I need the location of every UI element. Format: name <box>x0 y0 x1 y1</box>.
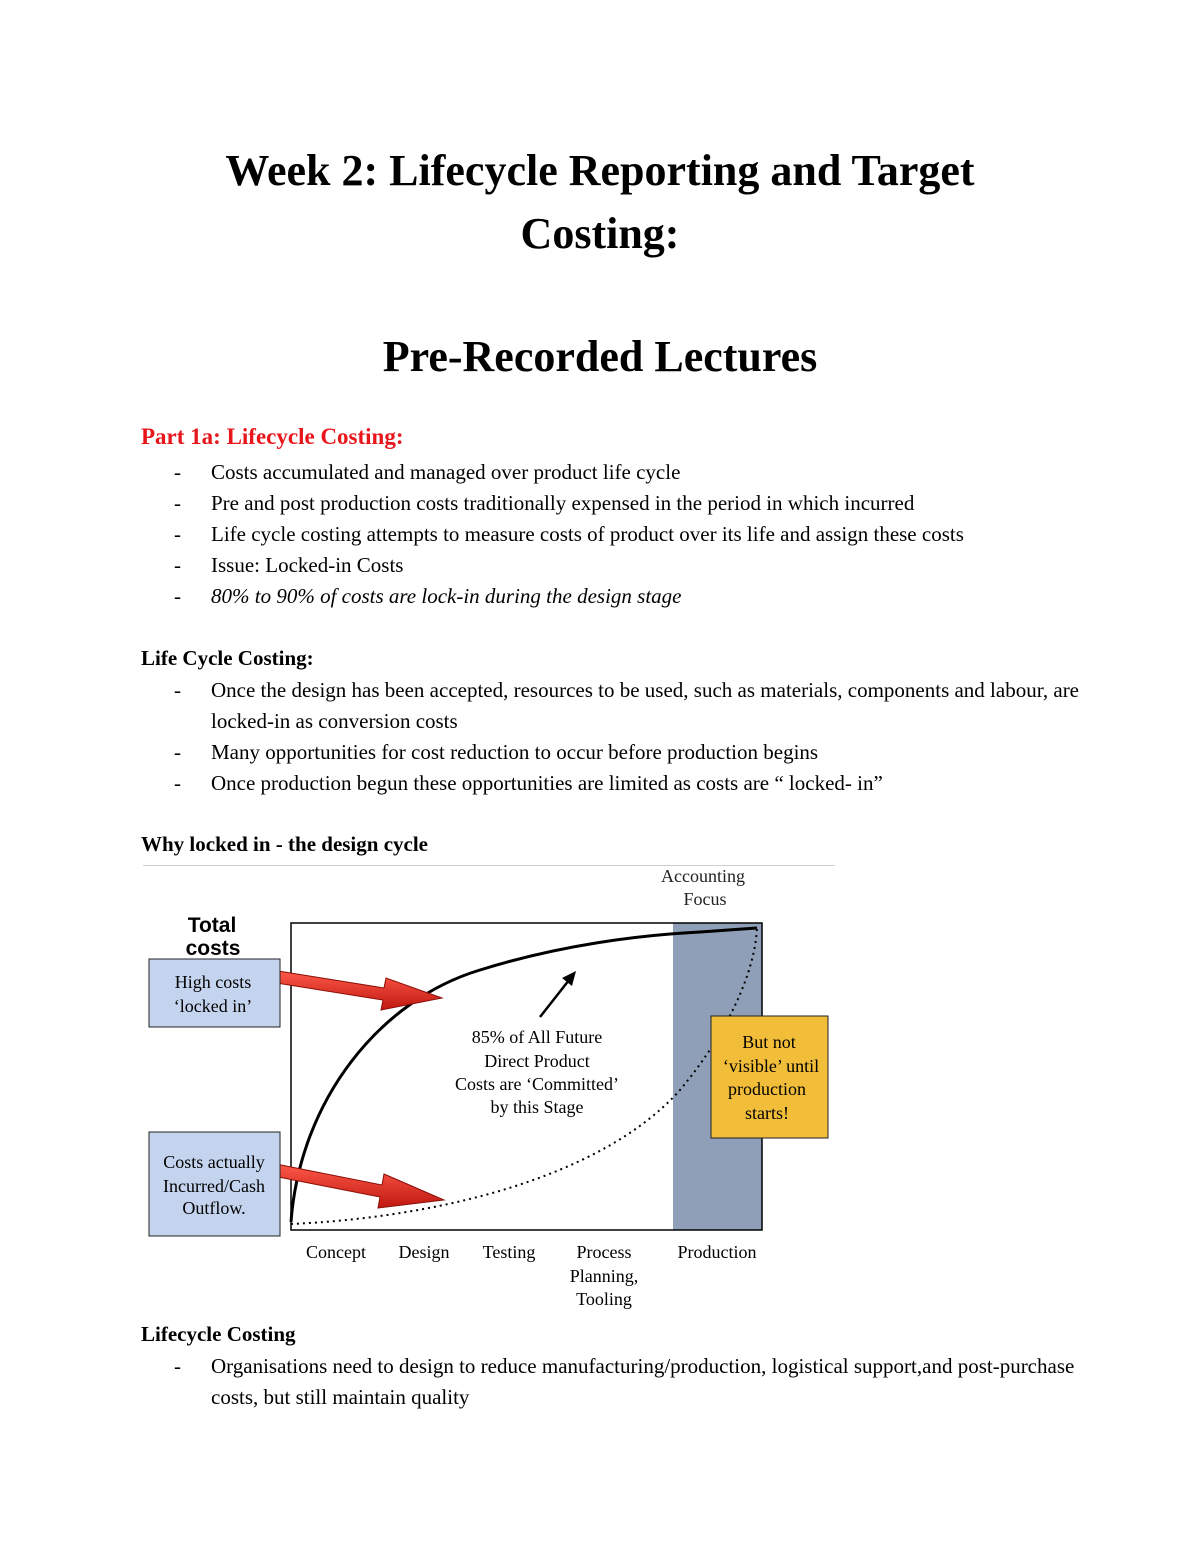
committed-note-2: Direct Product <box>484 1051 590 1071</box>
incurred-costs-label-3: Outflow. <box>182 1198 246 1218</box>
high-costs-box <box>149 959 280 1027</box>
accounting-focus-label-2: Focus <box>683 889 727 909</box>
stage-process-label-1: Process <box>576 1242 632 1262</box>
committed-note-4: by this Stage <box>490 1097 584 1117</box>
not-visible-label-3: production <box>728 1079 806 1099</box>
list-item: - Many opportunities for cost reduction to occur before production begins <box>174 740 819 764</box>
stage-design-label: Design <box>398 1242 450 1262</box>
list-item: - Life cycle costing attempts to measure costs of product over its life and assign these costs <box>174 522 964 546</box>
stage-process-label-3: Tooling <box>576 1289 632 1309</box>
list-item: - Once production begun these opportunities are limited as costs are “ locked- in” <box>174 771 883 795</box>
high-costs-label-1: High costs <box>174 972 252 992</box>
high-costs-red-arrow <box>270 970 442 1010</box>
commitment-pointer-arrowhead <box>562 971 576 986</box>
stage-production-label: Production <box>677 1242 757 1262</box>
list-item: - Costs accumulated and managed over product life cycle <box>174 460 681 484</box>
lifecycle-costing-heading: Lifecycle Costing <box>141 1322 296 1346</box>
list-item: - Issue: Locked-in Costs <box>174 553 404 577</box>
not-visible-label-1: But not <box>742 1032 796 1052</box>
stage-concept-label: Concept <box>306 1242 366 1262</box>
page-title-line-2: Costing: <box>520 209 680 258</box>
life-cycle-costing-heading: Life Cycle Costing: <box>141 646 314 670</box>
high-costs-label-2: ‘locked in’ <box>173 996 253 1016</box>
incurred-costs-label-1: Costs actually <box>163 1152 265 1172</box>
part-1a-heading: Part 1a: Lifecycle Costing: <box>141 424 404 449</box>
committed-note-3: Costs are ‘Committed’ <box>455 1074 619 1094</box>
page-title-line-1: Week 2: Lifecycle Reporting and Target <box>225 146 975 195</box>
not-visible-label-2: ‘visible’ until <box>722 1056 820 1076</box>
total-costs-label-1: Total <box>187 914 237 937</box>
lifecycle-costing-bullet-list <box>141 1351 1101 1413</box>
incurred-costs-label-2: Incurred/Cash <box>163 1176 265 1196</box>
list-item: - Once the design has been accepted, resources to be used, such as materials, components and labour, are locked-in as conversion costs <box>174 678 1080 733</box>
stage-process-label-2: Planning, <box>569 1266 639 1286</box>
total-costs-label-2: costs <box>185 937 241 960</box>
stage-testing-label: Testing <box>482 1242 536 1262</box>
not-visible-label-4: starts! <box>745 1103 789 1123</box>
accounting-focus-label-1: Accounting <box>661 866 745 886</box>
committed-note-1: 85% of All Future <box>471 1027 603 1047</box>
list-item: - 80% to 90% of costs are lock-in during the design stage <box>174 584 682 608</box>
why-locked-heading: Why locked in - the design cycle <box>141 832 428 856</box>
page-subtitle: Pre-Recorded Lectures <box>382 332 818 381</box>
list-item: - Pre and post production costs traditionally expensed in the period in which incurred <box>174 491 915 515</box>
list-item: - Organisations need to design to reduce manufacturing/production, logistical support,and post-purchase costs, but still maintain quality <box>174 1354 1075 1409</box>
